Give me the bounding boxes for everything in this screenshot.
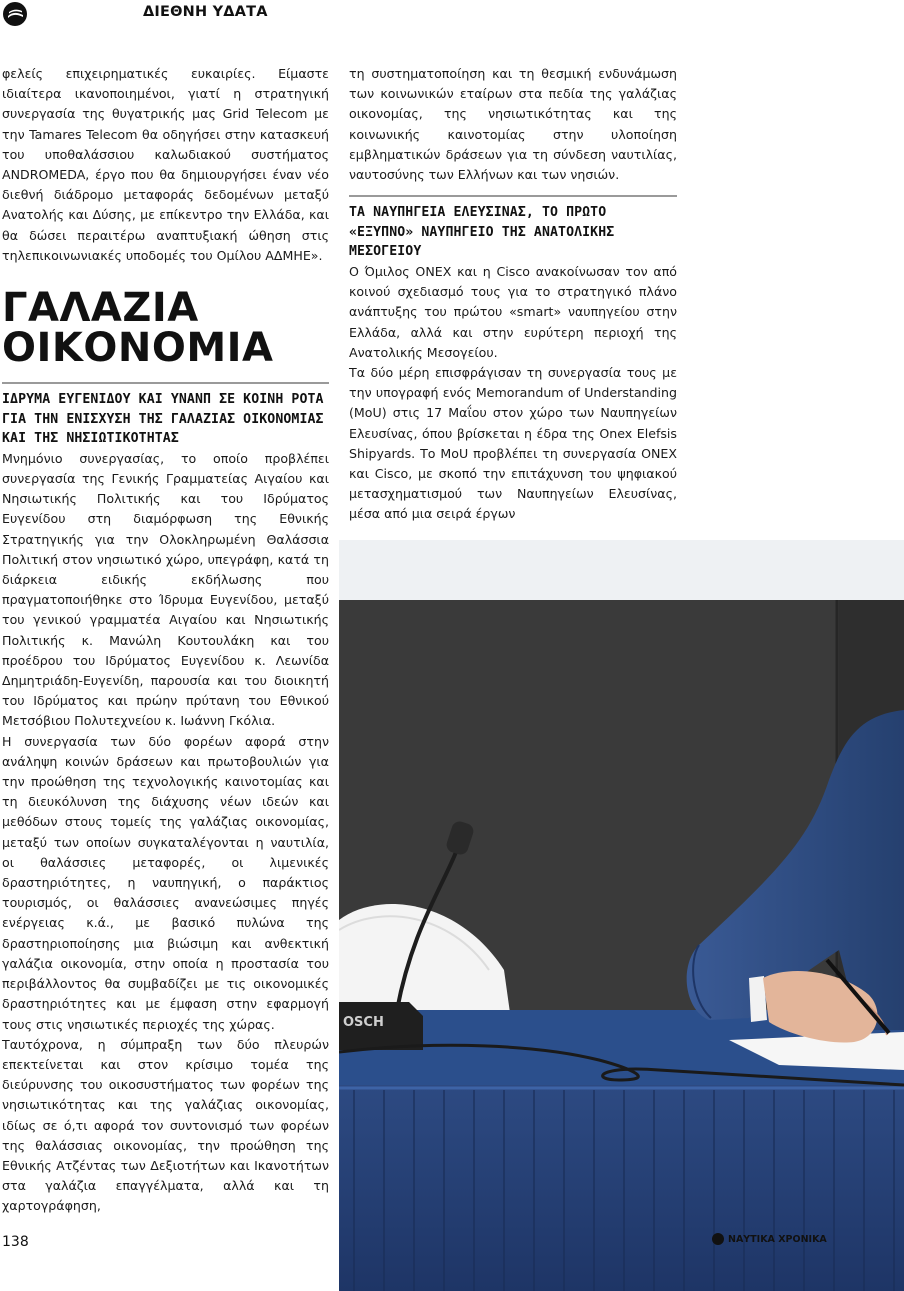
signing-ceremony-photo (339, 540, 904, 1291)
microphone-brand-label: OSCH (343, 1015, 384, 1030)
feature-title (2, 285, 329, 372)
right-subheading: ΤΑ ΝΑΥΠΗΓΕΙΑ ΕΛΕΥΣΙΝΑΣ, ΤΟ ΠΡΩΤΟ «ΕΞΥΠΝΟ» ΝΑΥΠΗΓΕΙΟ ΤΗΣ ΑΝΑΤΟΛΙΚΗΣ ΜΕΣΟΓΕΙΟΥ (349, 205, 615, 260)
left-subheading: ΙΔΡΥΜΑ ΕΥΓΕΝΙΔΟΥ ΚΑΙ ΥΝΑΝΠ ΣΕ ΚΟΙΝΗ ΡΟΤΑ ΓΙΑ ΤΗΝ ΕΝΙΣΧΥΣΗ ΤΗΣ ΓΑΛΑΖΙΑΣ ΟΙΚΟΝΟΜΙΑΣ ΚΑΙ ΤΗΣ ΝΗΣΙΩΤΙΚΟΤΗΤΑΣ (2, 392, 324, 447)
page-number: 138 (2, 1234, 29, 1250)
feature-title-line-1: ΓΑΛΑΖΙΑ (2, 285, 199, 332)
left-paragraph-2: Η συνεργασία των δύο φορέων αφορά στην ανάληψη κοινών δράσεων και πρωτοβουλιών για την προώθηση της τεχνολογικής καινοτομίας και τη διευκόλυνση της διάχυσης νέων ιδεών και μεθόδων στους τομείς της γαλάζιας οικονομίας, μεταξύ των οποίων συγκαταλέγονται η ναυτιλία, οι θαλάσσιες μεταφορές, οι λιμενικές δραστηριότητες, η ναυπηγική, ο παράκτιος τουρισμός, οι θαλάσσιες ανανεώσιμες πηγές ενέργειας κ.ά., με βασικό πυλώνα της δραστηριοποίησης μια βιώσιμη και ανθεκτική γαλάζια οικονομία, στην οποία η προστασία του περιβάλλοντος θα συμβαδίζει με τις οικονομικές δραστηριότητες και με έμφαση στην εφαρμογή τους στις νησιωτικές περιοχές της χώρας. (2, 733, 329, 1032)
right-paragraph-2: Τα δύο μέρη επισφράγισαν τη συνεργασία τους με την υπογραφή ενός Memorandum of Understanding (MoU) στις 17 Μαΐου στον χώρο των Ναυπηγείων Ελευσίνας, όπου βρίσκεται η έδρα της Onex Elefsis Shipyards. Το MoU προβλέπει τη συνεργασία ONEX και Cisco, με σκοπό την επιτάχυνση του ψηφιακού μετασχηματισμού των Ναυπηγείων Ελευσίνας, μέσα από μια σειρά έργων (349, 365, 677, 522)
magazine-name: ΝΑΥΤΙΚΑ ΧΡΟΝΙΚΑ (728, 1233, 827, 1245)
divider-rule (2, 382, 329, 384)
magazine-brand (712, 1233, 827, 1245)
right-column (349, 64, 677, 525)
divider-rule (349, 195, 677, 197)
magazine-logo-icon (3, 2, 27, 26)
left-paragraph-1: Μνημόνιο συνεργασίας, το οποίο προβλέπει συνεργασία της Γενικής Γραμματείας Αιγαίου και Νησιωτικής Πολιτικής και του Ιδρύματος Ευγενίδου στη διαμόρφωση της Εθνικής Στρατηγικής για την Ολοκληρωμένη Θαλάσσια Πολιτική στον νησιωτικό χώρο, υπεγράφη, κατά τη διάρκεια ειδικής εκδήλωσης που πραγματοποιήθηκε στο Ίδρυμα Ευγενίδου, μεταξύ του γενικού γραμματέα Αιγαίου και Νησιωτικής Πολιτικής κ. Μανώλη Κουτουλάκη και του προέδρου του Ιδρύματος Ευγενίδου κ. Λεωνίδα Δημητριάδη-Ευγενίδη, παρουσία και του διοικητή του Ιδρύματος και πρώην πρύτανη του Εθνικού Μετσόβιου Πολυτεχνείου κ. Ιωάννη Γκόλια. (2, 450, 329, 729)
feature-title-line-2: ΟΙΚΟΝΟΜΙΑ (2, 325, 274, 372)
left-paragraph-3: Ταυτόχρονα, η σύμπραξη των δύο πλευρών επεκτείνεται και στον κρίσιμο τομέα της διεύρυνσης του οικοσυστήματος των φορέων της νησιωτικότητας και της γαλάζιας οικονομίας, ιδίως σε ό,τι αφορά τον συντονισμό των φορέων της θαλάσσιας οικονομίας, την προώθηση της Εθνικής Ατζέντας των Δεξιοτήτων και Ικανοτήτων στα γαλάζια επαγγέλματα, αλλά και τη χαρτογράφηση, (2, 1036, 329, 1214)
right-intro-paragraph: τη συστηματοποίηση και τη θεσμική ενδυνάμωση των κοινωνικών εταίρων στα πεδία της γαλάζιας οικονομίας, της νησιωτικότητας και της κοινωνικής καινοτομίας στην υλοποίηση εμβληματικών δράσεων για τη σύνδεση ναυτιλίας, ναυτοσύνης των Ελλήνων και των νησιών. (349, 66, 677, 183)
section-title: ΔΙΕΘΝΗ ΥΔΑΤΑ (143, 4, 268, 20)
left-column (2, 64, 329, 1217)
wave-logo-icon (712, 1233, 724, 1245)
right-paragraph-1: Ο Όμιλος ONEX και η Cisco ανακοίνωσαν τον από κοινού σχεδιασμό τους για το στρατηγικό πλάνο ανάπτυξης του πρώτου «smart» ναυπηγείου στην Ελλάδα, αλλά και στην ευρύτερη περιοχή της Ανατολικής Μεσογείου. (349, 264, 677, 360)
left-intro-paragraph: φελείς επιχειρηματικές ευκαιρίες. Είμαστε ιδιαίτερα ικανοποιημένοι, γιατί η στρατηγική συνεργασία της θυγατρικής μας Grid Telecom με την Tamares Telecom θα οδηγήσει στην κατασκευή του υποθαλάσσιου καλωδιακού συστήματος ANDROMEDA, έργο που θα δημιουργήσει έναν νέο διεθνή διάδρομο μεταφοράς δεδομένων μεταξύ Ανατολής και Δύσης, με επίκεντρο την Ελλάδα, και θα δώσει περαιτέρω αναπτυξιακή ώθηση στις τηλεπικοινωνιακές υποδομές του Ομίλου ΑΔΜΗΕ». (2, 66, 329, 263)
